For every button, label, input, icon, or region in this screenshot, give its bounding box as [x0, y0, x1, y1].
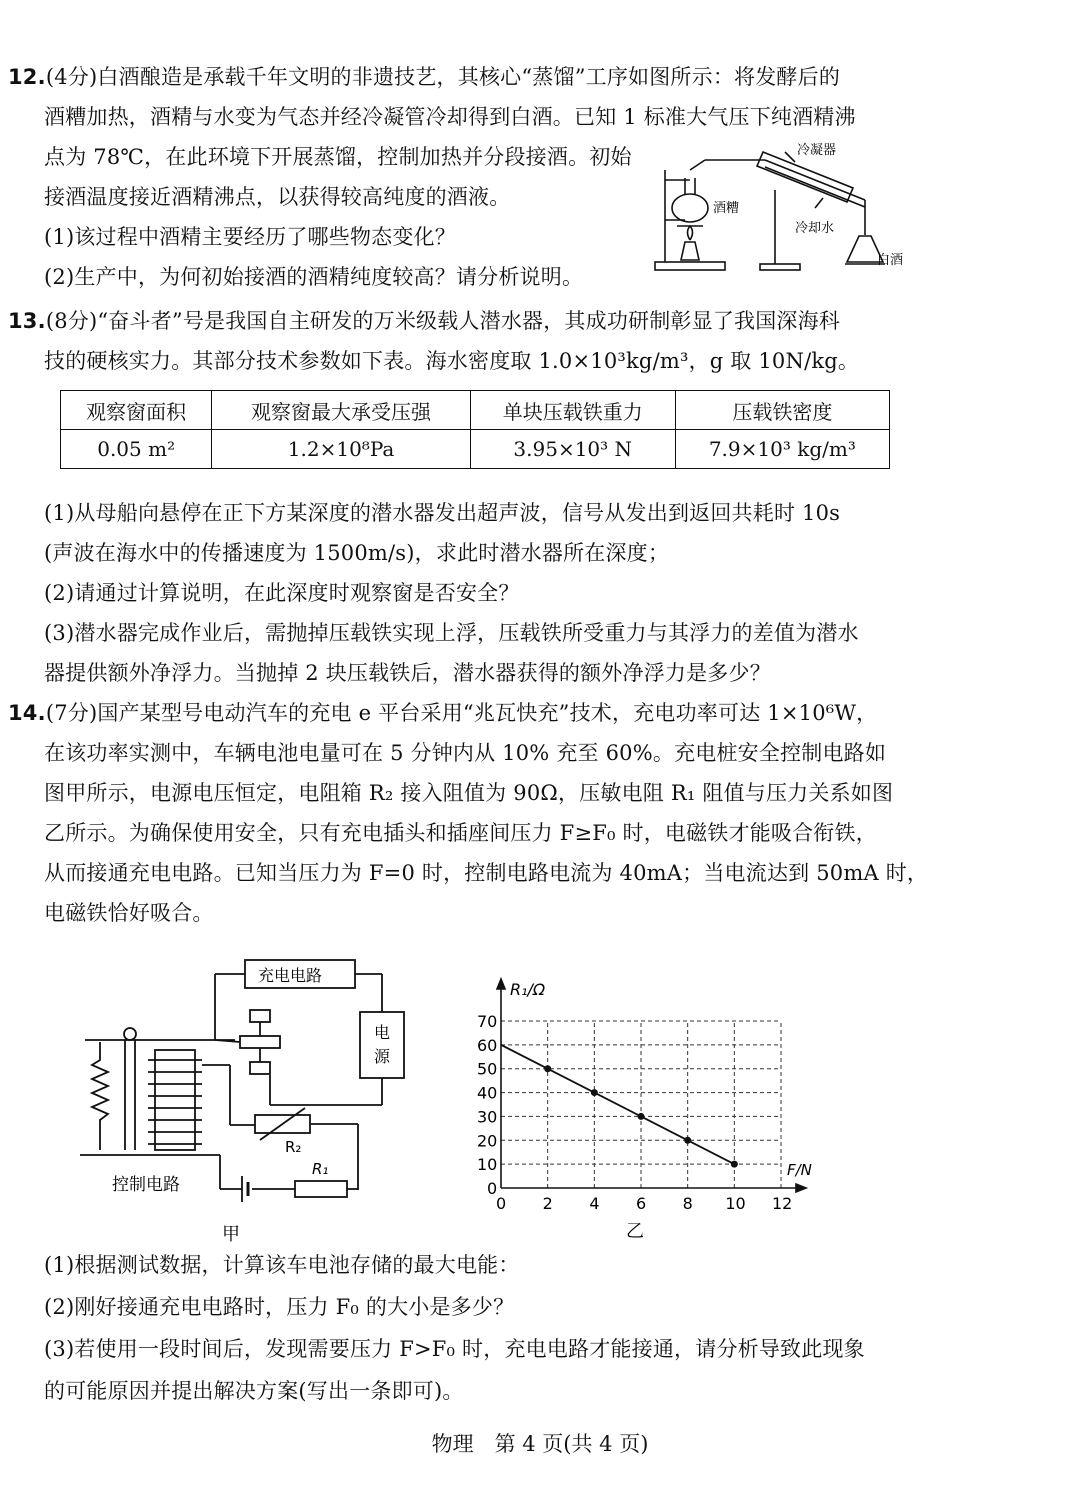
data-point: [684, 1137, 691, 1144]
x-tick-label: 4: [589, 1194, 600, 1213]
r1-resistor: [295, 1181, 347, 1197]
middle-stand-base: [760, 264, 800, 270]
q14-line-3: 图甲所示，电源电压恒定，电阻箱 R₂ 接入阻值为 90Ω，压敏电阻 R₁ 阻值与压力关系如图: [44, 781, 894, 805]
y-axis-arrow: [497, 979, 505, 989]
parameter-table: [60, 390, 890, 469]
q14-line-6: 电磁铁恰好吸合。: [44, 901, 214, 925]
table-header: 单块压载铁重力: [470, 391, 675, 430]
q13-line-1: 13.(8分)“奋斗者”号是我国自主研发的万米级载人潜水器，其成功研制彰显了我国深海科: [8, 309, 841, 333]
x-tick-label: 6: [636, 1194, 647, 1213]
figure-caption-yi: 乙: [626, 1221, 644, 1242]
q12-line-5: (1)该过程中酒精主要经历了哪些物态变化？: [44, 225, 456, 249]
q14-line-4: 乙所示。为确保使用安全，只有充电插头和插座间压力 F≥F₀ 时，电磁铁才能吸合衔铁，: [44, 821, 877, 845]
y-tick-label: 20: [477, 1131, 498, 1151]
label-mash: 酒糟: [713, 201, 740, 216]
y-tick-label: 30: [477, 1107, 498, 1127]
circuit-diagram: [70, 950, 420, 1250]
data-point: [731, 1161, 738, 1168]
q13-sub-line-4: (3)潜水器完成作业后，需抛掉压载铁实现上浮，压载铁所受重力与其浮力的差值为潜水: [44, 621, 859, 645]
spring: [92, 1042, 108, 1150]
table-header: 压载铁密度: [675, 391, 889, 430]
series-line: [501, 1045, 734, 1164]
r2-label: R₂: [285, 1138, 302, 1156]
q12-line-2: 酒糟加热，酒精与水变为气态并经冷凝管冷却得到白酒。已知 1 标准大气压下纯酒精沸: [44, 105, 856, 129]
electromagnet-core: [155, 1050, 195, 1150]
x-tick-label: 12: [772, 1194, 793, 1213]
table-cell: 3.95×10³ N: [470, 430, 675, 469]
pivot: [124, 1028, 136, 1040]
label-liquor: 白酒: [877, 253, 904, 268]
q12-line-1: 12.(4分)白酒酿造是承载千年文明的非遗技艺，其核心“蒸馏”工序如图所示：将发酵后的: [8, 65, 841, 89]
data-point: [544, 1065, 551, 1072]
q12-number: 12.: [8, 65, 46, 89]
control-circuit-label: 控制电路: [112, 1175, 180, 1195]
data-point: [638, 1113, 645, 1120]
q13-number: 13.: [8, 309, 46, 333]
q14-sub-line-2: (2)刚好接通充电电路时，压力 F₀ 的大小是多少？: [44, 1295, 515, 1319]
q14-line-2: 在该功率实测中，车辆电池电量可在 5 分钟内从 10% 充至 60%。充电桩安全控制电路如: [44, 741, 887, 765]
distillation-figure: [645, 140, 915, 280]
r1-label: R₁: [312, 1160, 329, 1178]
label-cooling-water: 冷却水: [795, 221, 835, 236]
q14-number: 14.: [8, 701, 46, 725]
y-tick-label: 60: [477, 1035, 498, 1055]
x-tick-label: 2: [542, 1194, 553, 1213]
y-tick-label: 70: [477, 1012, 498, 1031]
switch-contact-mid: [240, 1036, 280, 1048]
page-footer: 物理 第 4 页(共 4 页): [431, 1432, 649, 1456]
power-source-label-2: 源: [374, 1047, 391, 1066]
left-stand-base: [655, 262, 725, 270]
y-tick-label: 10: [477, 1155, 498, 1175]
y-tick-label: 50: [477, 1059, 498, 1079]
x-tick-label: 8: [682, 1194, 693, 1213]
figure-caption-jia: 甲: [222, 1224, 240, 1245]
condenser: [757, 152, 853, 202]
switch-contact-bottom: [250, 1062, 270, 1074]
x-axis-label: F/N: [787, 1161, 812, 1179]
q13-sub-line-1: (1)从母船向悬停在正下方某深度的潜水器发出超声波，信号从发出到返回共耗时 10s: [44, 501, 841, 525]
power-source-box: [360, 1012, 404, 1078]
q14-line-1: 14.(7分)国产某型号电动汽车的充电 e 平台采用“兆瓦快充”技术，充电功率可达 1×10⁶W，: [8, 701, 878, 725]
q14-line-5: 从而接通充电电路。已知当压力为 F=0 时，控制电路电流为 40mA；当电流达到 50mA 时，: [44, 861, 929, 885]
q14-sub-line-4: 的可能原因并提出解决方案(写出一条即可)。: [44, 1379, 464, 1403]
q12-line-6: (2)生产中，为何初始接酒的酒精纯度较高？请分析说明。: [44, 265, 584, 289]
table-header-row: [61, 391, 890, 430]
x-tick-label: 0: [496, 1194, 507, 1213]
y-axis-label: R₁/Ω: [510, 980, 546, 999]
data-point: [591, 1089, 598, 1096]
table-header: 观察窗最大承受压强: [212, 391, 470, 430]
charging-circuit-label: 充电电路: [258, 966, 323, 985]
q14-sub-line-3: (3)若使用一段时间后，发现需要压力 F>F₀ 时，充电电路才能接通，请分析导致此现象: [44, 1337, 865, 1361]
q13-sub-line-2: (声波在海水中的传播速度为 1500m/s)，求此时潜水器所在深度；: [44, 541, 670, 565]
label-condenser: 冷凝器: [797, 143, 837, 158]
flask: [672, 194, 708, 222]
switch-contact-top: [250, 1010, 270, 1022]
x-axis-arrow: [796, 1184, 806, 1192]
y-tick-label: 40: [477, 1083, 498, 1103]
table-cell: 7.9×10³ kg/m³: [675, 430, 889, 469]
q12-line-3: 点为 78℃，在此环境下开展蒸馏，控制加热并分段接酒。初始: [44, 145, 632, 169]
q13-line-2: 技的硬核实力。其部分技术参数如下表。海水密度取 1.0×10³kg/m³，g 取 10N/kg。: [44, 349, 860, 373]
q13-sub-line-3: (2)请通过计算说明，在此深度时观察窗是否安全？: [44, 581, 520, 605]
resistance-force-chart: [460, 965, 830, 1250]
q14-sub-line-1: (1)根据测试数据，计算该车电池存储的最大电能：: [44, 1253, 520, 1277]
table-cell: 0.05 m²: [61, 430, 212, 469]
q13-sub-line-5: 器提供额外净浮力。当抛掉 2 块压载铁后，潜水器获得的额外净浮力是多少？: [44, 661, 771, 685]
burner: [681, 242, 699, 260]
power-source-label-1: 电: [374, 1023, 391, 1042]
y-tick-label: 0: [487, 1179, 498, 1198]
x-tick-label: 10: [725, 1194, 746, 1213]
table-header: 观察窗面积: [61, 391, 212, 430]
table-row: [61, 430, 890, 469]
q12-line-4: 接酒温度接近酒精沸点，以获得较高纯度的酒液。: [44, 185, 511, 209]
table-cell: 1.2×10⁸Pa: [212, 430, 470, 469]
